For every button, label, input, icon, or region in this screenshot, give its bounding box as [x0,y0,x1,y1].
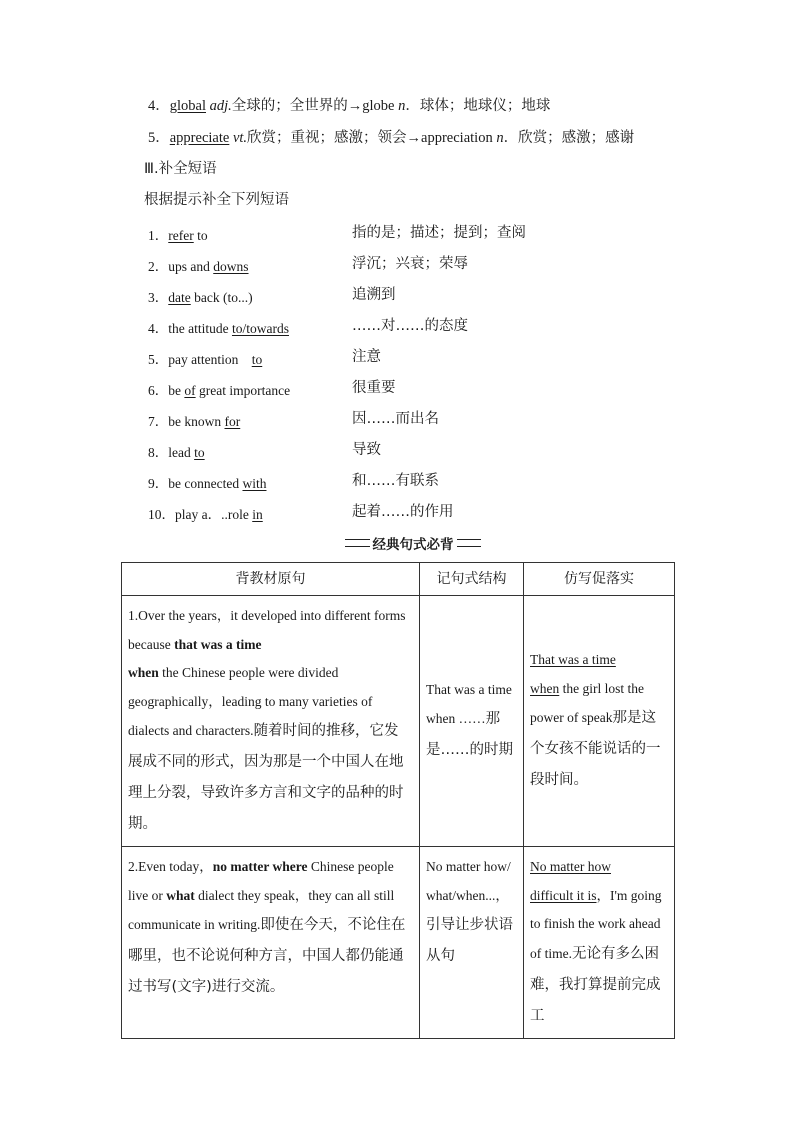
vocab-meaning: 全球的；全世界的 [231,98,348,114]
phrase-en: 3．date back (to...) [148,290,253,305]
vocab-meaning: 欣赏；重视；感激；领会 [247,130,407,146]
phrase-answer: refer [168,228,194,243]
phrase-answer: with [242,476,267,491]
phrase-cn: 很重要 [352,380,396,396]
banner-right-rule [457,539,482,547]
phrase-answer: downs [213,259,249,274]
translation: 随着时间的推移，它发展成不同的形式，因为那是一个中国人在地理上分裂，导致许多方言和文字的品种的时期。 [128,723,404,832]
translation: 即使在今天，不论住在哪里，也不论说何种方言，中国人都仍能通过书写(文字)进行交流。 [128,917,406,995]
phrase-cn: 浮沉；兴衰；荣辱 [352,256,468,272]
phrase-answer: to/towards [231,321,289,336]
phrase-cn: 指的是；描述；提到；查阅 [352,225,526,241]
banner-title: 经典句式必背 [372,537,454,553]
key-structure: what [166,887,195,903]
phrase-cn: 注意 [352,349,381,365]
imitation-cell: That was a time when the girl lost the power of speak那是这个女孩不能说话的一段时间。 [524,596,675,847]
vocab-derived-pos: n [496,130,504,146]
vocab-derived: appreciation [421,130,493,146]
phrase-answer: in [252,507,263,522]
phrase-cn: 起着……的作用 [352,504,454,520]
phrase-cn: 因……而出名 [352,411,439,427]
phrase-cn: 和……有联系 [352,473,439,489]
phrase-cn: ……对……的态度 [352,318,468,334]
answer-blank: That was a time [530,652,616,667]
phrase-answer: for [224,414,241,429]
vocab-derived-pos: n [398,98,406,114]
vocab-word: appreciate [169,130,230,146]
key-structure: that was a time [174,636,262,652]
structure-cell: No matter how/ what/when...，引导让步状语从句 [420,847,524,1039]
original-sentence-cell: 2.Even today，no matter where Chinese people live or what dialect they speak，they can all still communicate in writing.即使在今天，不论住在哪里，也不论说何种方言，中国人都仍能通过书写(文字)进行交流。 [122,847,420,1039]
vocab-derived-meaning: ．球体；地球仪；地球 [405,98,551,114]
table-header: 背教材原句 [122,563,420,596]
structure-cell: That was a time when ……那是……的时期 [420,596,524,847]
vocab-num: 5． [148,130,170,146]
table-header: 记句式结构 [420,563,524,596]
section-title: Ⅲ.补全短语 [144,161,217,177]
phrase-en: 10．play a．..role in [148,507,263,522]
phrase-answer: to [251,352,263,367]
answer-blank: difficult it is [530,887,597,903]
table-row [122,847,675,1039]
phrase-en: 1．refer to [148,228,208,243]
answer-blank: when [530,680,560,696]
vocab-pos: vt. [232,130,248,146]
arrow-icon: → [406,130,422,146]
phrase-en: 8．lead to [148,445,205,460]
section-banner [345,534,481,552]
key-structure: when [128,665,159,680]
table-header-row [122,563,675,596]
phrase-en: 4．the attitude to/towards [148,321,289,336]
phrase-answer: to [194,445,205,460]
phrase-en: 2．ups and downs [148,259,249,274]
arrow-icon: → [347,98,363,114]
sentence-table [121,562,675,1039]
vocab-pos: adj. [209,98,232,114]
vocab-item-5 [148,128,634,148]
phrase-answer: date [168,290,191,305]
phrase-en: 7．be known for [148,414,241,429]
answer-blank: No matter how [530,859,611,874]
table-header: 仿写促落实 [524,563,675,596]
table-row [122,596,675,847]
imitation-cell: No matter how difficult it is，I'm going to finish the work ahead of time.无论有多么困难，我打算提前完成工 [524,847,675,1039]
phrase-en: 9．be connected with [148,476,267,491]
vocab-derived-meaning: ．欣赏；感激；感谢 [503,130,635,146]
phrase-en: 6．be of great importance [148,383,291,398]
section-instruction: 根据提示补全下列短语 [144,192,289,208]
phrase-cn: 导致 [352,442,381,458]
phrase-cn: 追溯到 [352,287,396,303]
phrase-answer: of [184,383,196,398]
phrase-en: 5．pay attention to [148,352,263,367]
vocab-num: 4． [148,98,170,114]
vocab-word: global [169,98,206,114]
banner-left-rule [345,539,370,547]
original-sentence-cell: 1.Over the years，it developed into different forms because that was a time when the Chinese people were divided geographically，leading to many varieties of dialects and characters.随着时间的推移，它发展成不同的形式，因为那是一个中国人在地理上分裂，导致许多方言和文字的品种的时期。 [122,596,420,847]
vocab-derived: globe [362,98,395,114]
key-structure: no matter where [212,859,308,874]
vocab-item-4 [148,96,550,116]
